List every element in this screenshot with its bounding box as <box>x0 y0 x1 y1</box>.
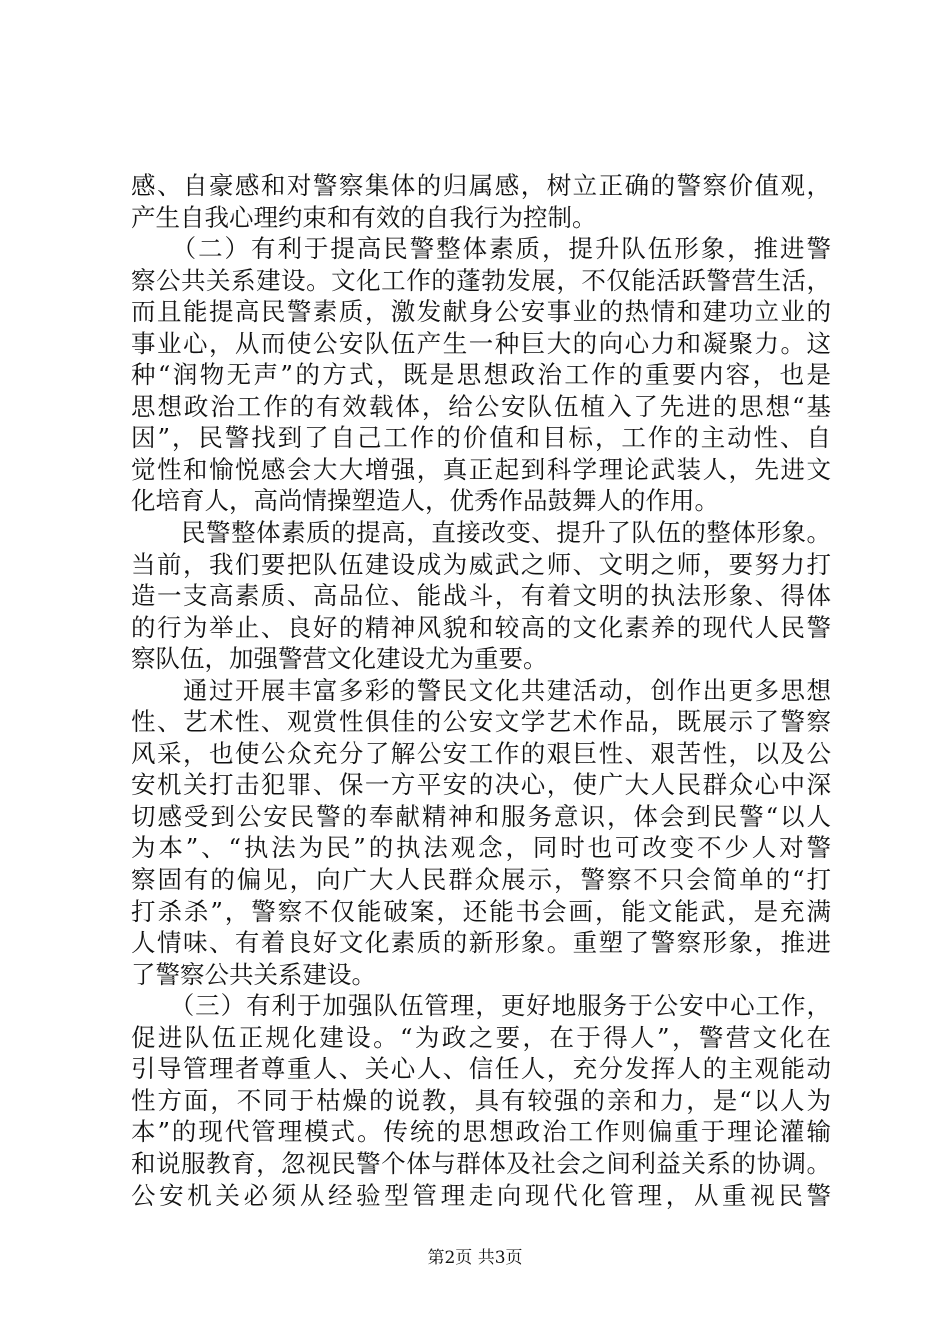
text-line: 觉性和愉悦感会大大增强，真正起到科学理论武装人，先进文 <box>131 454 831 484</box>
text-line: 打杀杀”，警察不仅能破案，还能书会画，能文能武，是充满 <box>131 896 831 926</box>
text-line: 当前，我们要把队伍建设成为威武之师、文明之师，要努力打 <box>131 549 831 579</box>
document-body <box>131 170 831 1211</box>
page-number: 第2页 共3页 <box>427 1248 523 1268</box>
text-line: 促进队伍正规化建设。“为政之要，在于得人”，警营文化在 <box>131 1022 831 1052</box>
text-line: 人情味、有着良好文化素质的新形象。重塑了警察形象，推进 <box>131 928 831 958</box>
text-line: 察队伍，加强警营文化建设尤为重要。 <box>131 644 548 674</box>
text-line: 性方面，不同于枯燥的说教，具有较强的亲和力，是“以人为 <box>131 1085 831 1115</box>
text-line: 察公共关系建设。文化工作的蓬勃发展，不仅能活跃警营生活， <box>131 265 831 295</box>
text-line: 风采，也使公众充分了解公安工作的艰巨性、艰苦性，以及公 <box>131 738 831 768</box>
text-line: 公安机关必须从经验型管理走向现代化管理，从重视民警 <box>131 1180 831 1210</box>
text-line: 化培育人，高尚情操塑造人，优秀作品鼓舞人的作用。 <box>131 486 719 516</box>
text-line: 安机关打击犯罪、保一方平安的决心，使广大人民群众心中深 <box>131 770 831 800</box>
text-line: 感、自豪感和对警察集体的归属感，树立正确的警察价值观， <box>131 171 831 200</box>
text-line: 了警察公共关系建设。 <box>131 959 376 989</box>
text-line: （三）有利于加强队伍管理，更好地服务于公安中心工作， <box>131 991 831 1021</box>
text-line: 事业心，从而使公安队伍产生一种巨大的向心力和凝聚力。这 <box>131 328 831 358</box>
text-line: 引导管理者尊重人、关心人、信任人，充分发挥人的主观能动 <box>131 1054 831 1084</box>
text-line: 察固有的偏见，向广大人民群众展示，警察不只会简单的“打 <box>131 865 831 895</box>
text-line: 而且能提高民警素质，激发献身公安事业的热情和建功立业的 <box>131 297 831 327</box>
text-line: 民警整体素质的提高，直接改变、提升了队伍的整体形象。 <box>131 518 831 548</box>
text-line: 和说服教育，忽视民警个体与群体及社会之间利益关系的协调。 <box>131 1148 831 1178</box>
page-footer <box>0 1243 950 1268</box>
text-line: 切感受到公安民警的奉献精神和服务意识，体会到民警“以人 <box>131 801 831 831</box>
text-line: （二）有利于提高民警整体素质，提升队伍形象，推进警 <box>131 234 831 264</box>
text-line: 本”的现代管理模式。传统的思想政治工作则偏重于理论灌输 <box>131 1117 831 1147</box>
text-line: 通过开展丰富多彩的警民文化共建活动，创作出更多思想 <box>131 675 831 705</box>
text-line: 造一支高素质、高品位、能战斗，有着文明的执法形象、得体 <box>131 581 831 611</box>
text-line: 性、艺术性、观赏性俱佳的公安文学艺术作品，既展示了警察 <box>131 707 831 737</box>
text-line: 因”，民警找到了自己工作的价值和目标，工作的主动性、自 <box>131 423 831 453</box>
text-line: 种“润物无声”的方式，既是思想政治工作的重要内容，也是 <box>131 360 831 390</box>
text-line: 思想政治工作的有效载体，给公安队伍植入了先进的思想“基 <box>131 391 831 421</box>
text-line: 产生自我心理约束和有效的自我行为控制。 <box>131 202 597 232</box>
text-line: 的行为举止、良好的精神风貌和较高的文化素养的现代人民警 <box>131 612 831 642</box>
text-line: 为本”、“执法为民”的执法观念，同时也可改变不少人对警 <box>131 833 831 863</box>
